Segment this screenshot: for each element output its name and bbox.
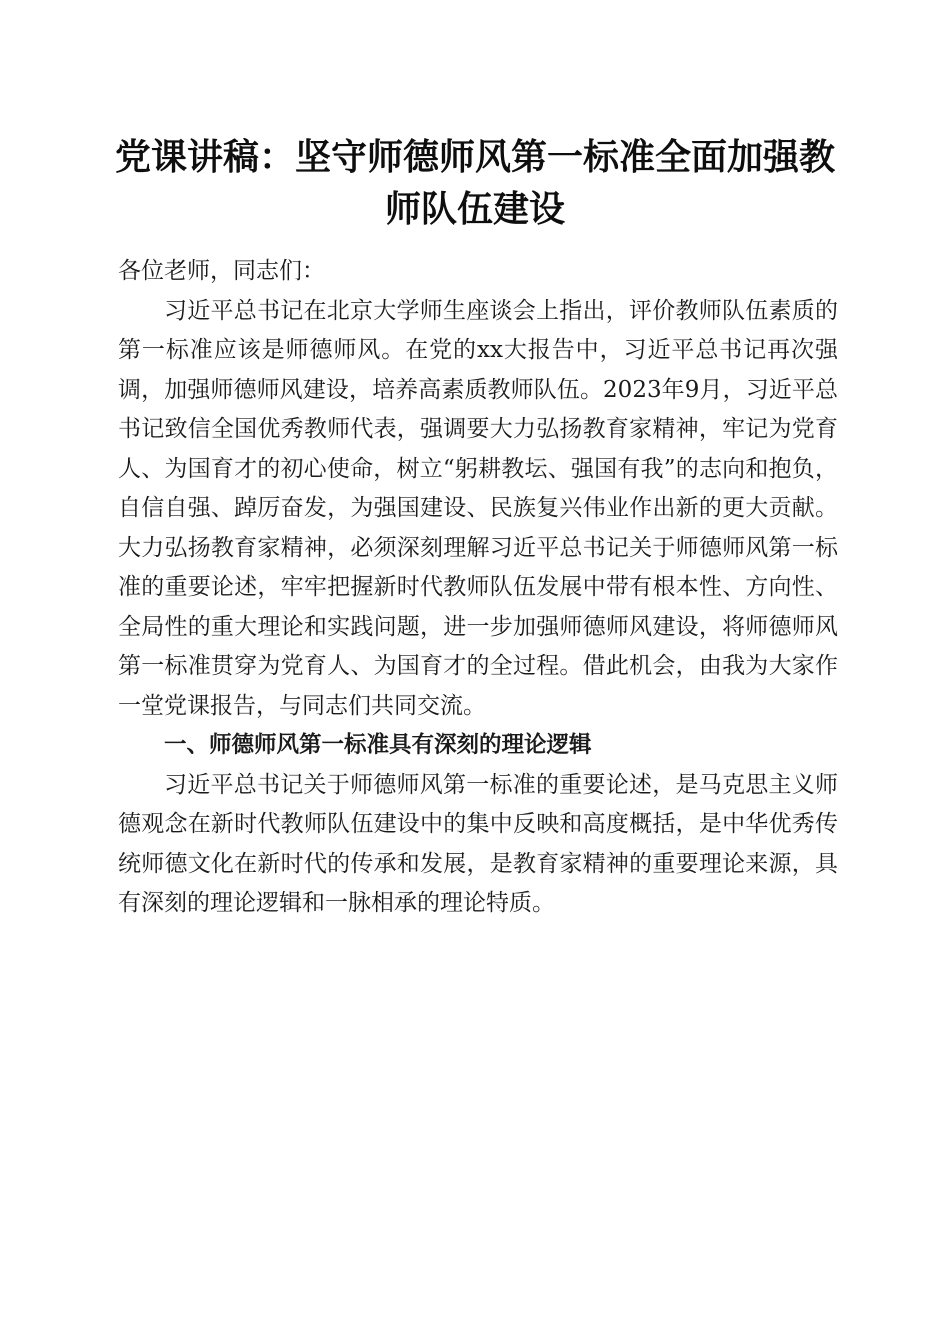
- salutation: 各位老师，同志们：: [118, 258, 325, 284]
- paragraph-intro: 习近平总书记在北京大学师生座谈会上指出，评价教师队伍素质的第一标准应该是师德师风。在党的xx大报告中，习近平总书记再次强调，加强师德师风建设，培养高素质教师队伍。2023年9月，习近平总书记致信全国优秀教师代表，强调要大力弘扬教育家精神，牢记为党育人、为国育才的初心使命，树立“躬耕教坛、强国有我”的志向和抱负，自信自强、踔厉奋发，为强国建设、民族复兴伟业作出新的更大贡献。大力弘扬教育家精神，必须深刻理解习近平总书记关于师德师风第一标准的重要论述，牢牢把握新时代教师队伍发展中带有根本性、方向性、全局性的重大理论和实践问题，进一步加强师德师风建设，将师德师风第一标准贯穿为党育人、为国育才的全过程。借此机会，由我为大家作一堂党课报告，与同志们共同交流。: [118, 297, 838, 719]
- title-line-2: 师队伍建设: [384, 189, 565, 230]
- paragraph-section-1: 习近平总书记关于师德师风第一标准的重要论述，是马克思主义师德观念在新时代教师队伍建设中的集中反映和高度概括，是中华优秀传统师德文化在新时代的传承和发展，是教育家精神的重要理论来源，具有深刻的理论逻辑和一脉相承的理论特质。: [118, 771, 838, 916]
- document-body: [118, 252, 838, 924]
- section-heading-1: 一、师德师风第一标准具有深刻的理论逻辑: [164, 732, 592, 758]
- document-title: [100, 132, 850, 236]
- title-line-1: 党课讲稿：坚守师德师风第一标准全面加强教: [114, 137, 835, 178]
